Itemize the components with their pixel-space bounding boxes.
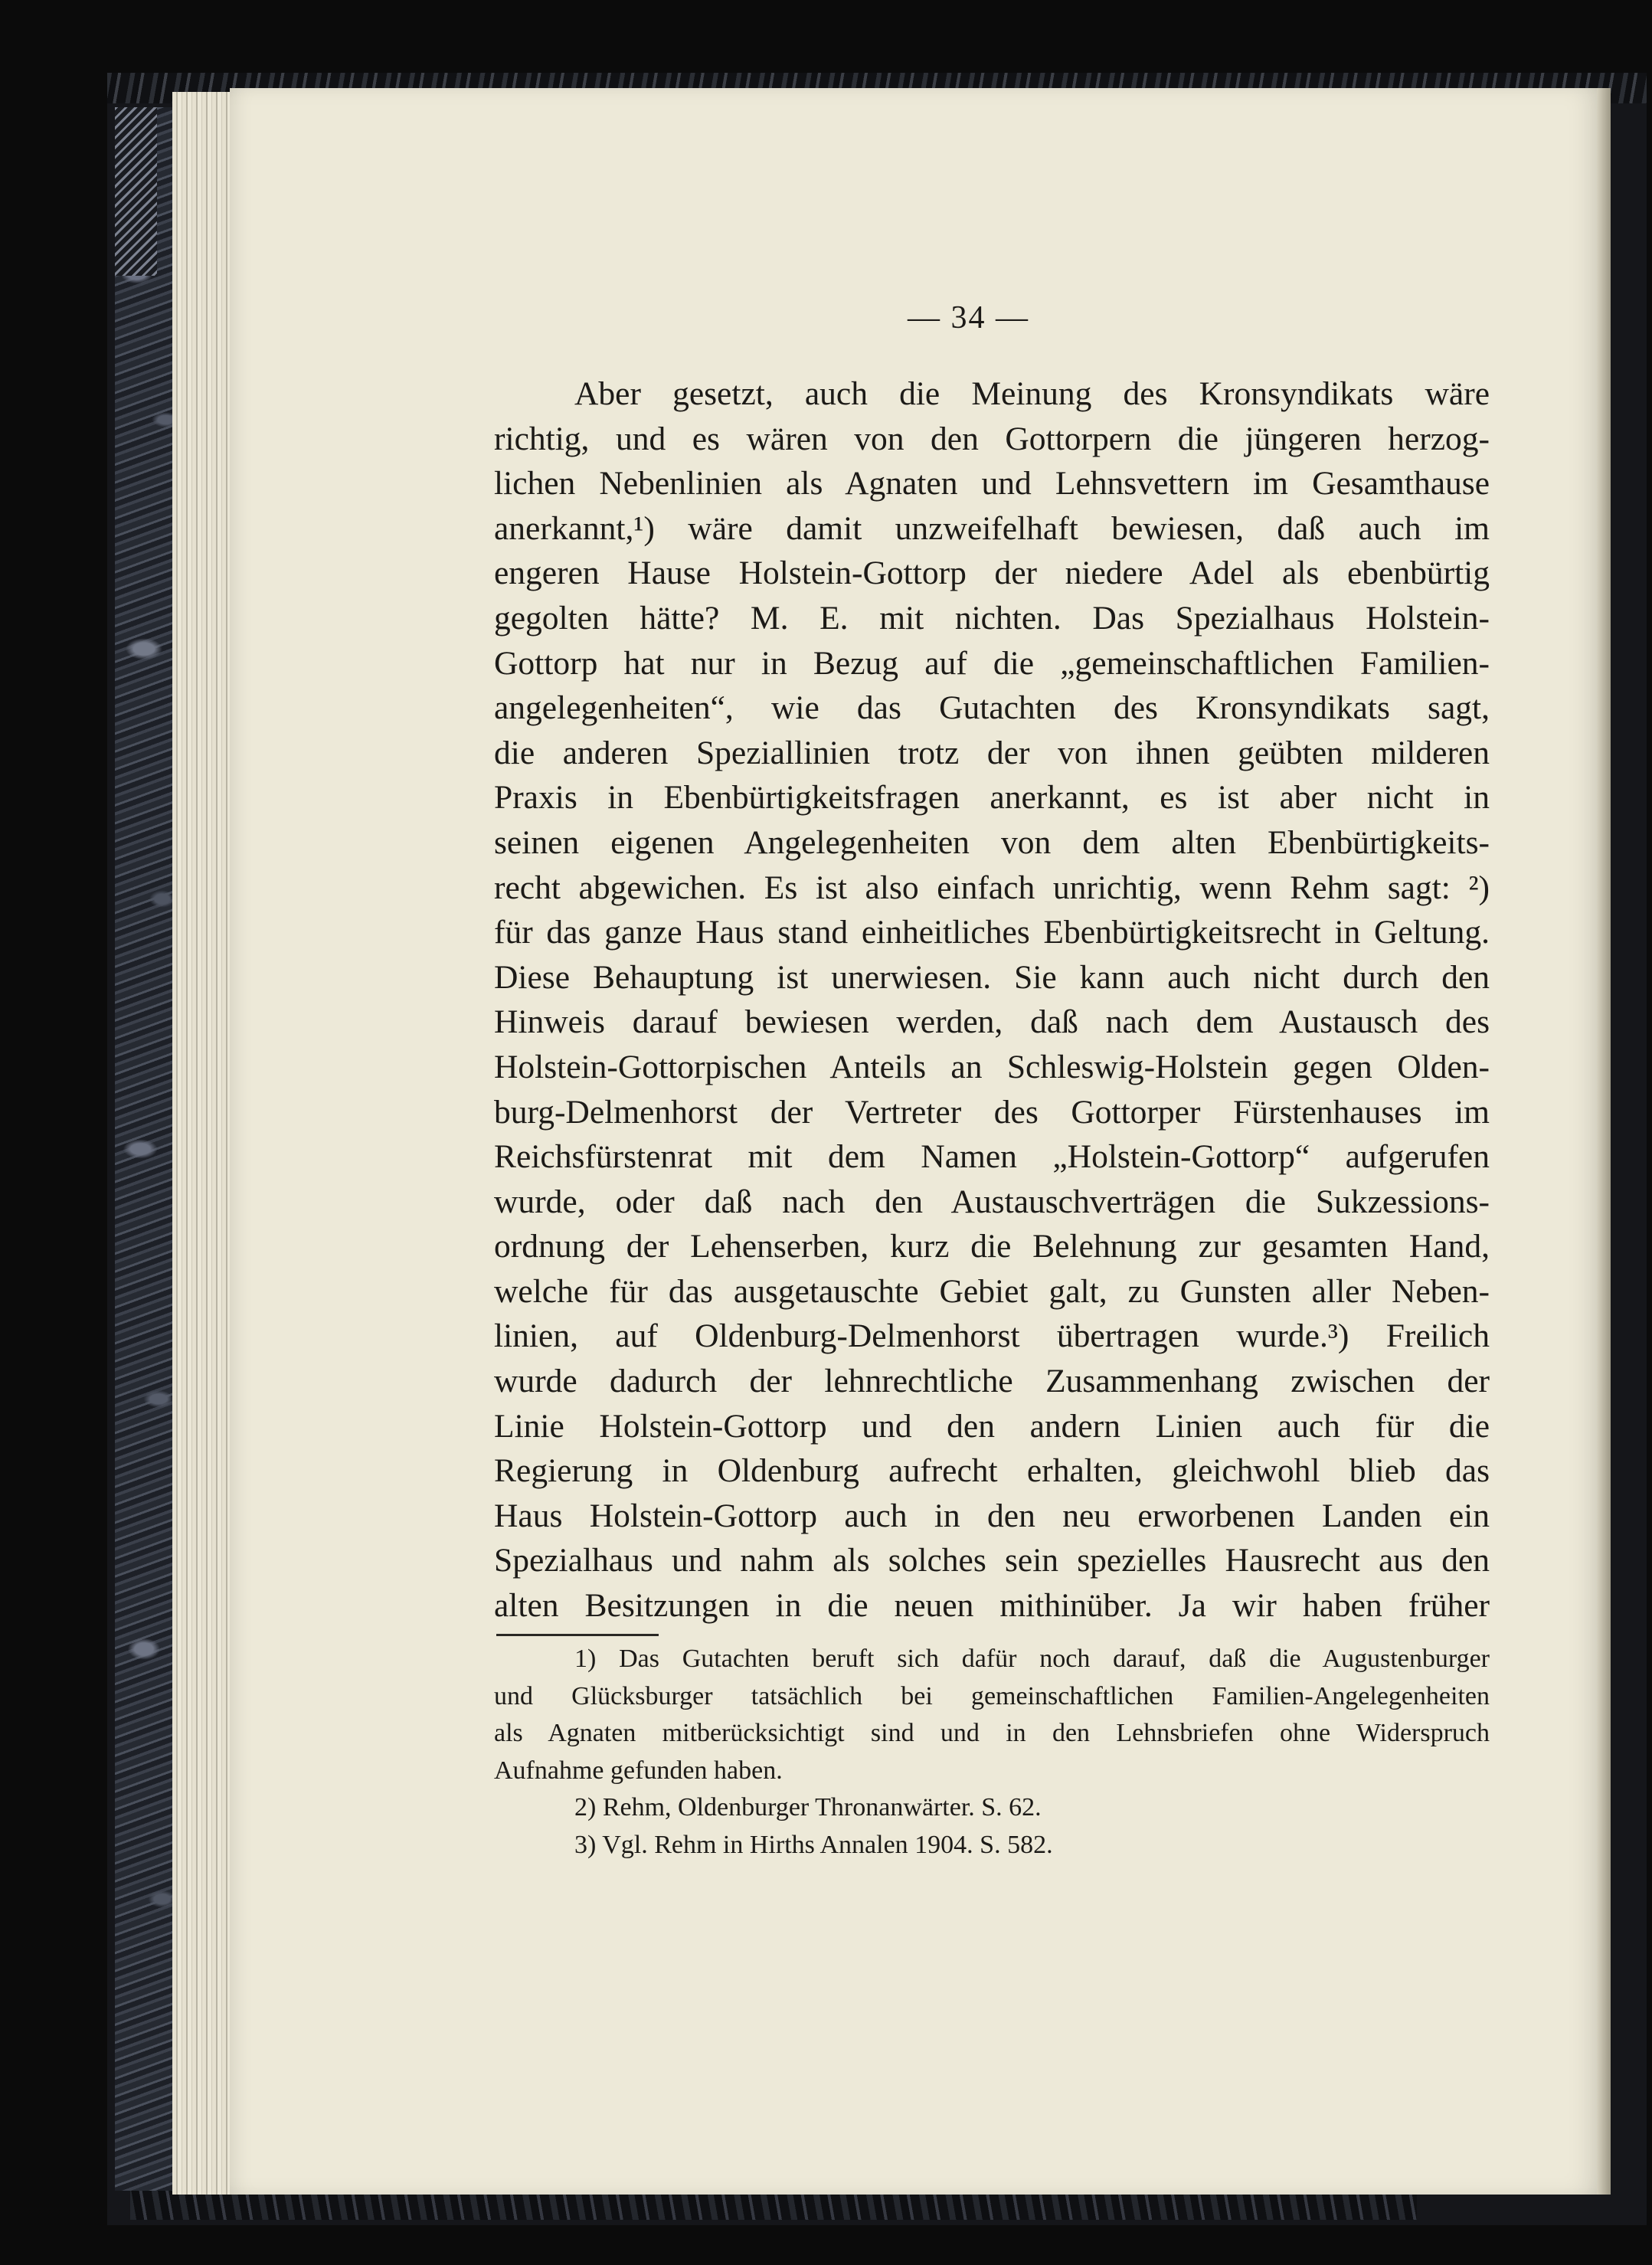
body-line: anerkannt,¹) wäre damit unzweifelhaft bewiesen, daß auch im	[494, 509, 1490, 547]
footnote-2: 2) Rehm, Oldenburger Thronanwärter. S. 62.	[574, 1793, 1042, 1821]
body-line: Haus Holstein-Gottorp auch in den neu erworbenen Landen ein	[494, 1497, 1490, 1534]
footnote-line: 1) Das Gutachten beruft sich dafür noch darauf, daß die Augustenburger	[574, 1645, 1490, 1673]
body-line: gegolten hätte? M. E. mit nichten. Das Spezialhaus Holstein-	[494, 599, 1490, 637]
body-line: die anderen Speziallinien trotz der von ihnen geübten milderen	[494, 734, 1490, 771]
body-line: Aber gesetzt, auch die Meinung des Kronsyndikats wäre	[574, 375, 1490, 412]
body-line: ordnung der Lehenserben, kurz die Belehnung zur gesamten Hand,	[494, 1228, 1490, 1265]
body-line: Holstein-Gottorpischen Anteils an Schleswig-Holstein gegen Olden-	[494, 1048, 1490, 1085]
body-line: richtig, und es wären von den Gottorpern die jüngeren herzog-	[494, 420, 1490, 457]
cover-hatching	[115, 107, 157, 276]
body-line: wurde dadurch der lehnrechtliche Zusammenhang zwischen der	[494, 1363, 1490, 1400]
footnotes	[494, 1641, 1490, 1864]
book-cover-bottom-edge	[130, 2191, 1417, 2220]
body-line: alten Besitzungen in die neuen mithinüber. Ja wir haben früher	[494, 1587, 1490, 1625]
body-line: Gottorp hat nur in Bezug auf die „gemeinschaftlichen Familien-	[494, 644, 1490, 682]
body-line: Regierung in Oldenburg aufrecht erhalten, gleichwohl blieb das	[494, 1452, 1490, 1490]
footnote-line: als Agnaten mitberücksichtigt sind und in den Lehnsbriefen ohne Widerspruch	[494, 1719, 1490, 1747]
body-line: recht abgewichen. Es ist also einfach unrichtig, wenn Rehm sagt: ²)	[494, 869, 1490, 906]
page-gutter-fold	[1597, 88, 1611, 2195]
body-line: Praxis in Ebenbürtigkeitsfragen anerkannt, es ist aber nicht in	[494, 779, 1490, 817]
body-line: linien, auf Oldenburg-Delmenhorst übertragen wurde.³) Freilich	[494, 1317, 1490, 1355]
page-number: — 34 —	[908, 300, 1029, 335]
body-line: Hinweis darauf bewiesen werden, daß nach dem Austausch des	[494, 1003, 1490, 1041]
body-line: lichen Nebenlinien als Agnaten und Lehnsvettern im Gesamthause	[494, 465, 1490, 502]
body-text	[494, 371, 1490, 1628]
body-line: Linie Holstein-Gottorp und den andern Linien auch für die	[494, 1407, 1490, 1445]
body-line: für das ganze Haus stand einheitliches Ebenbürtigkeitsrecht in Geltung.	[494, 914, 1490, 951]
footnote-divider	[496, 1634, 659, 1636]
body-line: engeren Hause Holstein-Gottorp der niedere Adel als ebenbürtig	[494, 555, 1490, 592]
body-line: welche für das ausgetauschte Gebiet galt, zu Gunsten aller Neben-	[494, 1272, 1490, 1310]
body-line: burg-Delmenhorst der Vertreter des Gottorper Fürstenhauses im	[494, 1093, 1490, 1131]
footnote-3: 3) Vgl. Rehm in Hirths Annalen 1904. S. 582.	[574, 1830, 1053, 1859]
footnote-1	[494, 1641, 1490, 1789]
body-line: wurde, oder daß nach den Austauschverträgen die Sukzessions-	[494, 1183, 1490, 1220]
body-line: Diese Behauptung ist unerwiesen. Sie kann auch nicht durch den	[494, 958, 1490, 996]
body-line: angelegenheiten“, wie das Gutachten des Kronsyndikats sagt,	[494, 689, 1490, 727]
body-line: Reichsfürstenrat mit dem Namen „Holstein-Gottorp“ aufgerufen	[494, 1138, 1490, 1176]
footnote-line: und Glücksburger tatsächlich bei gemeinschaftlichen Familien-Angelegenheiten	[494, 1681, 1490, 1710]
body-line: Spezialhaus und nahm als solches sein spezielles Hausrecht aus den	[494, 1542, 1490, 1579]
body-line: seinen eigenen Angelegenheiten von dem alten Ebenbürtigkeits-	[494, 823, 1490, 861]
footnote-line: Aufnahme gefunden haben.	[494, 1756, 783, 1785]
